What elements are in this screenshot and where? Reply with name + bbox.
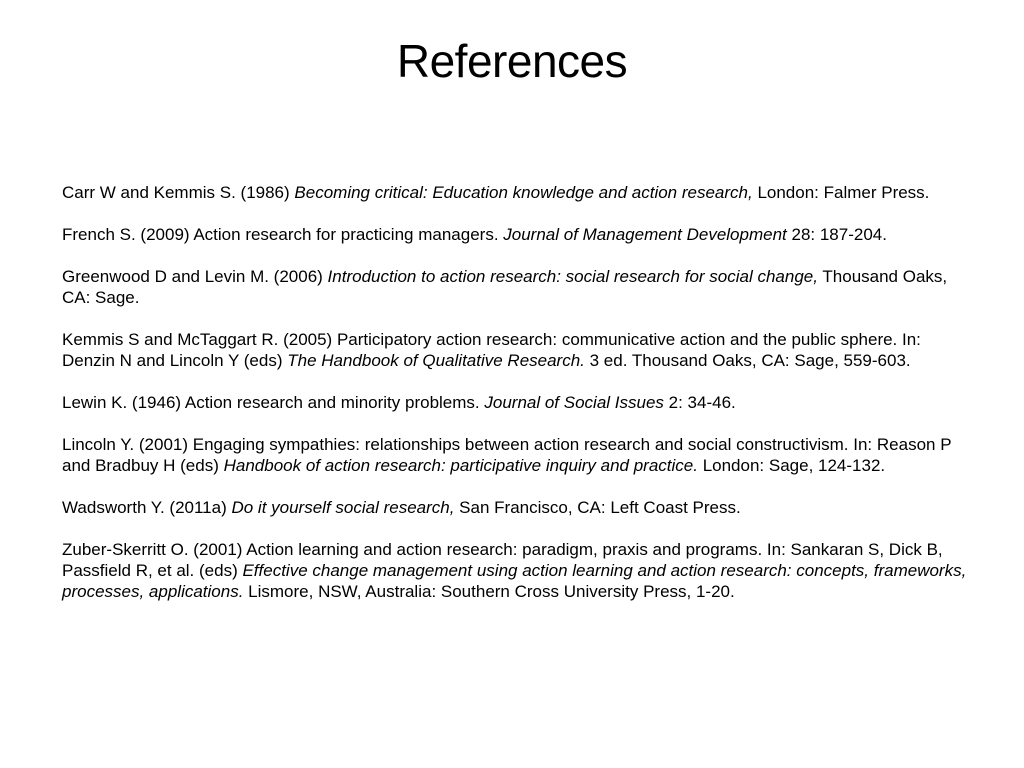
reference-text: Lewin K. (1946) Action research and minority problems. xyxy=(62,393,485,412)
reference-item xyxy=(62,329,977,371)
reference-text: London: Falmer Press. xyxy=(752,183,930,202)
reference-title: The Handbook of Qualitative Research. xyxy=(287,351,585,370)
reference-text: 28: 187-204. xyxy=(786,225,887,244)
reference-text: Wadsworth Y. (2011a) xyxy=(62,498,232,517)
slide-title: References xyxy=(396,35,628,87)
reference-item xyxy=(62,392,977,413)
reference-text: Carr W and Kemmis S. (1986) xyxy=(62,183,295,202)
reference-text: San Francisco, CA: Left Coast Press. xyxy=(454,498,741,517)
reference-item xyxy=(62,434,977,476)
reference-item xyxy=(62,539,977,602)
reference-title: Effective change management using action learning and action research: concepts, frameworks, processes, applications. xyxy=(62,561,967,601)
reference-text: Thousand Oaks, CA: Sage. xyxy=(62,267,948,307)
reference-item xyxy=(62,182,977,203)
reference-text: 3 ed. Thousand Oaks, CA: Sage, 559-603. xyxy=(584,351,911,370)
reference-item xyxy=(62,224,977,245)
reference-text: Lismore, NSW, Australia: Southern Cross University Press, 1-20. xyxy=(243,582,735,601)
reference-title: Journal of Social Issues xyxy=(484,393,664,412)
reference-title: Journal of Management Development xyxy=(503,225,787,244)
reference-text: Lincoln Y. (2001) Engaging sympathies: relationships between action research and social constructivism. In: Reason P and Bradbuy H (eds) xyxy=(62,435,952,475)
reference-text: Kemmis S and McTaggart R. (2005) Participatory action research: communicative action and the public sphere. In: Denzin N and Lincoln Y (eds) xyxy=(62,330,921,370)
reference-text: French S. (2009) Action research for practicing managers. xyxy=(62,225,504,244)
reference-title: Becoming critical: Education knowledge and action research, xyxy=(294,183,753,202)
reference-text: 2: 34-46. xyxy=(663,393,736,412)
reference-text: Greenwood D and Levin M. (2006) xyxy=(62,267,328,286)
reference-title: Do it yourself social research, xyxy=(231,498,455,517)
reference-item xyxy=(62,266,977,308)
reference-text: London: Sage, 124-132. xyxy=(697,456,886,475)
reference-title: Handbook of action research: participative inquiry and practice. xyxy=(223,456,698,475)
reference-text: Zuber-Skerritt O. (2001) Action learning and action research: paradigm, praxis and programs. In: Sankaran S, Dick B, Passfield R, et al. (eds) xyxy=(62,540,943,580)
reference-list xyxy=(62,182,977,623)
reference-item xyxy=(62,497,977,518)
reference-title: Introduction to action research: social research for social change, xyxy=(327,267,818,286)
